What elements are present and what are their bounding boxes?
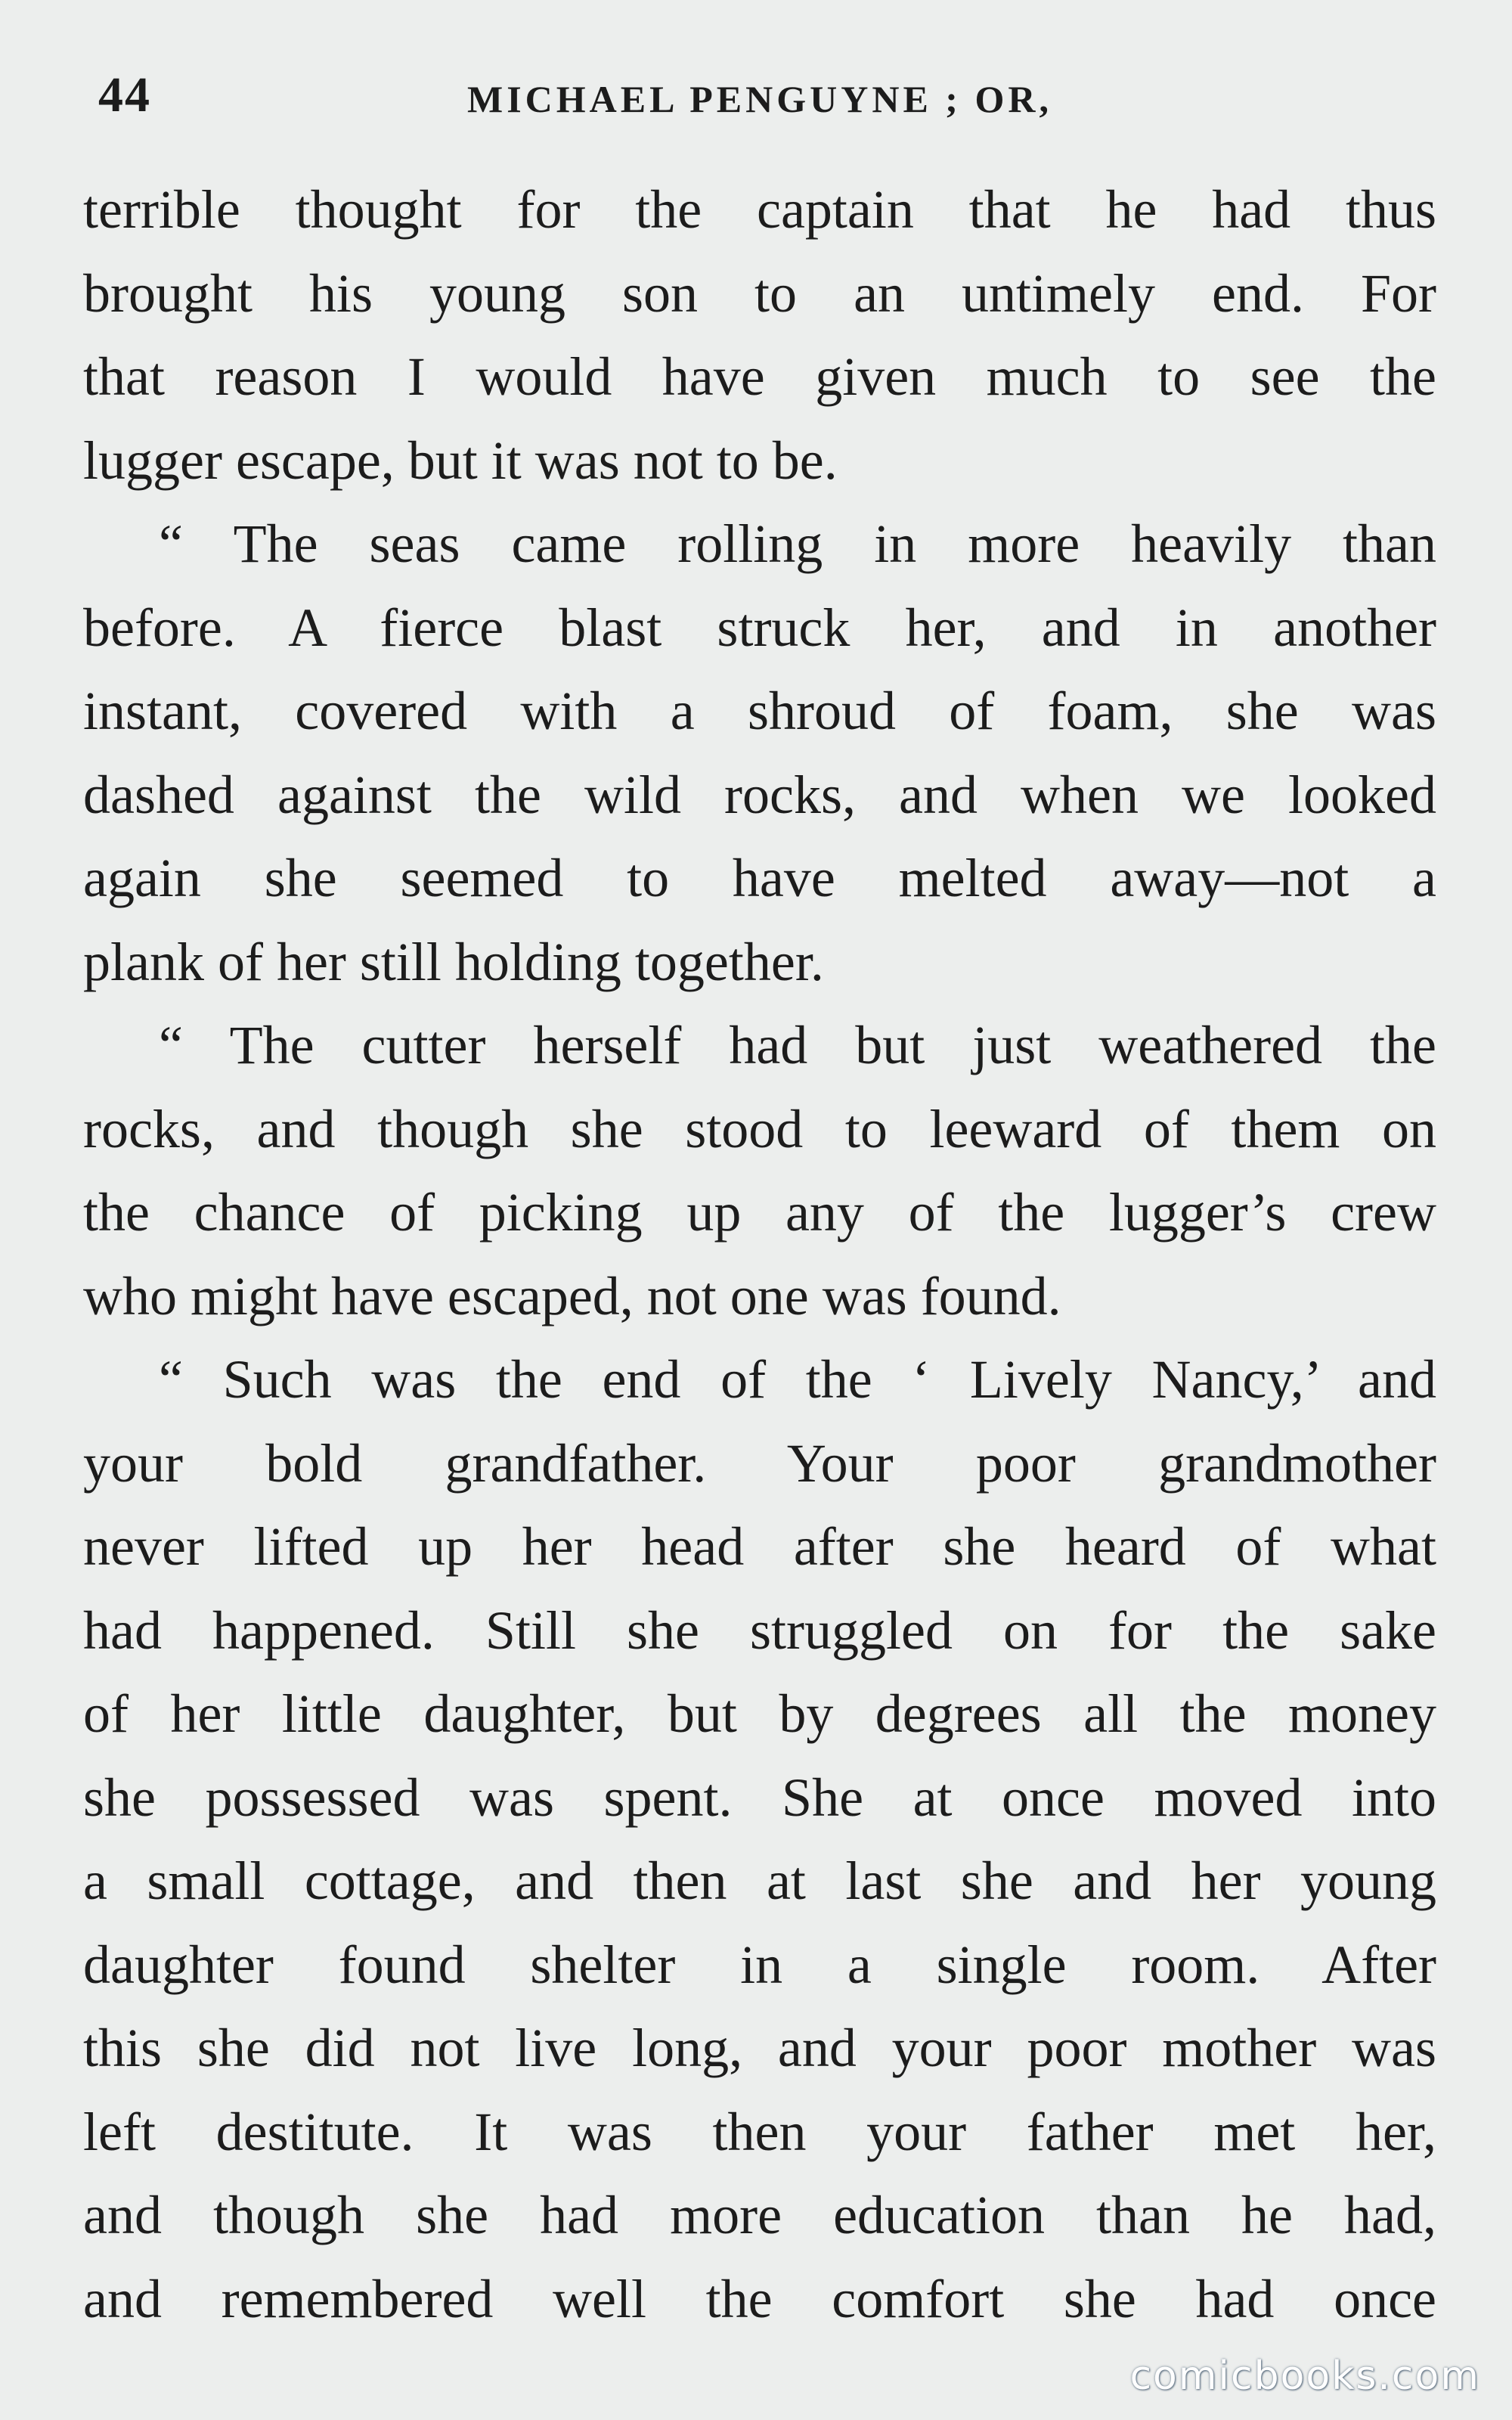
text-line: “ The seas came rolling in more heavily than — [159, 513, 1436, 574]
text-line: brought his young son to an untimely end. For — [83, 262, 1436, 324]
paragraph — [83, 502, 1436, 1004]
text-line: this she did not live long, and your poor mother was — [83, 2018, 1436, 2078]
text-line: daughter found shelter in a single room. After — [83, 1934, 1436, 1995]
text-line: of her little daughter, but by degrees all the money — [83, 1683, 1436, 1744]
text-line: she possessed was spent. She at once moved into — [83, 1767, 1436, 1828]
text-line: again she seemed to have melted away—not a — [83, 848, 1436, 908]
text-line: before. A fierce blast struck her, and in another — [83, 597, 1436, 658]
text-line: that reason I would have given much to see the — [83, 346, 1436, 407]
text-line: the chance of picking up any of the lugger’s crew — [83, 1182, 1436, 1243]
text-line: who might have escaped, not one was found. — [83, 1265, 1061, 1326]
watermark: comicbooks.com — [1129, 2353, 1480, 2399]
text-line: and though she had more education than he had, — [83, 2185, 1436, 2245]
text-line: your bold grandfather. Your poor grandmother — [83, 1432, 1436, 1494]
page-header — [91, 67, 1429, 127]
text-line: rocks, and though she stood to leeward of them on — [83, 1098, 1436, 1159]
text-line: dashed against the wild rocks, and when we looked — [83, 764, 1436, 825]
text-line: terrible thought for the captain that he had thus — [83, 179, 1436, 240]
page-number: 44 — [98, 67, 151, 123]
text-line: and remembered well the comfort she had once — [83, 2268, 1436, 2329]
paragraph — [83, 1004, 1436, 1338]
paragraph — [83, 168, 1436, 502]
text-line: never lifted up her head after she heard of what — [83, 1516, 1436, 1577]
text-line: instant, covered with a shroud of foam, she was — [83, 681, 1436, 741]
text-line: plank of her still holding together. — [83, 931, 824, 992]
running-head: MICHAEL PENGUYNE ; OR, — [467, 78, 1052, 120]
text-line: “ Such was the end of the ‘ Lively Nancy,’ and — [159, 1349, 1436, 1410]
body-text — [83, 168, 1436, 2341]
text-line: lugger escape, but it was not to be. — [83, 430, 838, 491]
text-line: left destitute. It was then your father met her, — [83, 2101, 1436, 2162]
text-line: had happened. Still she struggled on for the sake — [83, 1599, 1436, 1661]
text-line: “ The cutter herself had but just weathered the — [159, 1015, 1436, 1075]
text-line: a small cottage, and then at last she and her young — [83, 1851, 1436, 1911]
paragraph — [83, 1338, 1436, 2341]
